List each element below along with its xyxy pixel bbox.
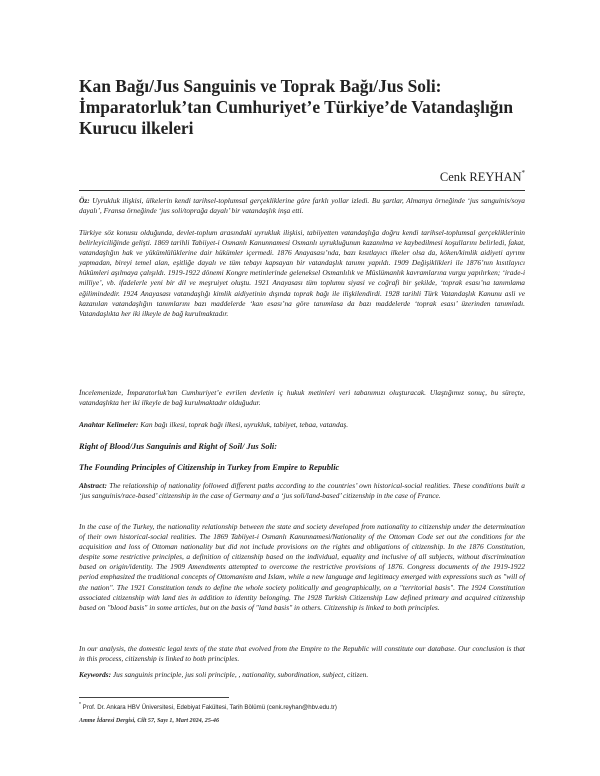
oz-text: Uyrukluk ilişkisi, ülkelerin kendi tarihsel-toplumsal gerçekliklerine göre farklı yollar izledi. Bu şartlar, Almanya örneğinde ‘jus sanguinis/soya dayalı’, Fransa örneğinde ‘jus soli/toprağa dayalı’ bir vatandaşlık inşa etti. — [79, 196, 525, 216]
title-line-1: Kan Bağı/Jus Sanguinis ve Toprak Bağı/Jus Soli: — [79, 76, 442, 96]
journal-citation: Amme İdaresi Dergisi, Cilt 57, Sayı 1, Mart 2024, 25-46 — [79, 718, 219, 724]
english-keywords-label: Keywords: — [79, 670, 112, 679]
english-title-1: Right of Blood/Jus Sanguinis and Right of Soil/ Jus Soli: — [79, 442, 278, 451]
turkish-paragraph-2: İncelemenizde, İmparatorluk’tan Cumhuriyet’e evrilen devletin iç hukuk metinleri veri tabanımızı oluşturacak. Ulaştığımız sonuç, bu süreçte, vatandaşlıkta her iki ilkeyle de bağ kurulmaktadır olduğudur. — [79, 388, 525, 408]
turkish-keywords — [79, 420, 525, 430]
footnote-text: Prof. Dr. Ankara HBV Üniversitesi, Edebiyat Fakültesi, Tarih Bölümü (cenk.reyhan@hbv.edu.tr) — [80, 704, 337, 712]
title-line-2: İmparatorluk’tan Cumhuriyet’e Türkiye’de Vatandaşlığın — [79, 97, 514, 117]
english-abstract — [79, 481, 525, 501]
author-footnote — [79, 702, 525, 711]
english-paragraph-2: In our analysis, the domestic legal texts of the state that evolved from the Empire to the Republic will constitute our database. Our conclusion is that in this process, citizenship is linked to both principles. — [79, 644, 525, 664]
footnote-rule — [79, 697, 229, 698]
english-paragraph-1: In the case of the Turkey, the nationality relationship between the state and society developed from nationality to citizenship under the determination of their own historical-social realities. The 1869 Tabiiyet-i Osmanlı Kanunnamesi/Nationality of the Ottoman Code set out the conditions for the acquisition and loss of Ottoman nationality but did not include provisions on the rights and obligations of citizenship. In the 1876 Constitution, despite some restrictive principles, a definition of citizenship based on the individual, equality and inclusive of all subjects, without discrimination based on origin/identity. The 1909 Amendments attempted to overcome the restrictive provisions of 1876. Congress documents of the 1919-1922 period emphasized the traditional concepts of Ottomanism and Islam, while a new language and legitimacy emerged with expressions such as "will of the nation". The 1921 Constitution tends to define the whole society politically and geographically, on a "territorial basis". The 1924 Constitution associated citizenship with land ties in addition to identity belonging. The 1928 Turkish Citizenship Law defined primary and acquired citizenship based on "blood basis" in some articles, but on the basis of "land basis" in others. Citizenship is linked to both principles. — [79, 522, 525, 612]
author — [440, 170, 525, 185]
top-rule — [79, 190, 525, 191]
turkish-abstract — [79, 196, 525, 216]
author-footnote-mark: * — [521, 169, 525, 177]
turkish-keywords-label: Anahtar Kelimeler: — [79, 420, 139, 429]
english-title-2: The Founding Principles of Citizenship in Turkey from Empire to Republic — [79, 463, 340, 472]
abstract-text: The relationship of nationality followed different paths according to the countries’ own historical-social realities. These conditions built a ‘jus sanguinis/race-based’ citizenship in the case of Germany and a ‘jus soli/land-based’ citizenship in the case of France. — [79, 481, 525, 501]
footnote-mark: * — [79, 702, 81, 708]
english-keywords-text: Jus sanguinis principle, jus soli principle, , nationality, subordination, subject, citizen. — [111, 670, 369, 679]
turkish-keywords-text: Kan bağı ilkesi, toprak bağı ilkesi, uyrukluk, tabiiyet, tebaa, vatandaş. — [138, 420, 349, 429]
abstract-label: Abstract: — [79, 481, 107, 490]
oz-label: Öz: — [79, 196, 90, 205]
article-title-tr — [79, 76, 524, 139]
title-line-3: Kurucu ilkeleri — [79, 118, 194, 138]
english-keywords — [79, 670, 525, 680]
turkish-paragraph-1: Türkiye söz konusu olduğunda, devlet-toplum arasındaki uyrukluk ilişkisi, tabiiyetten vatandaşlığa doğru kendi tarihsel-toplumsal gerçekliklerinin belirleyiciliğinde gelişti. 1869 tarihli Tabiiyet-i Osmanlı Kanunnamesi Osmanlı uyrukluğunun kazanılma ve kaybedilmesi koşullarını belirledi, fakat, vatandaşlığın hak ve yükümlülüklerine dair hükümler içermedi. 1876 Anayasası’nda, bazı kısıtlayıcı ilkeler olsa da, köken/kimlik aidiyeti ayrımı yapmadan, bireyi temel alan, eşitliğe dayalı ve tüm tebayı kapsayan bir vatandaşlık tanımı yapıldı. 1909 Değişiklikleri ile 1876’nın kısıtlayıcı hükümleri aşılmaya çalışıldı. 1919-1922 dönemi Kongre metinlerinde geleneksel Osmanlılık ve Müslümanlık kavramlarına vurgu yapılırken; ‘irade-i milliye’, vb. ifadelerle yeni bir dil ve meşruiyet oluştu. 1921 Anayasası tüm toplumu siyasi ve coğrafi bir şekilde, ‘toprak esası’na tanımlama eğilimindedir. 1924 Anayasası vatandaşlığı kimlik aidiyetinin dışında toprak bağı ile ilişkilendirdi. 1928 tarihli Türk Vatandaşlık Kanunu asli ve kazanılan vatandaşlığın tanımlarını bazı maddelerde ‘kan esası’na göre tanımlasa da bazı maddelerde ‘toprak esası’ üzerinden tanımladı. Vatandaşlıkta her iki ilkeyle de bağ kurulmaktadır. — [79, 228, 525, 318]
author-name: Cenk REYHAN — [439, 170, 522, 184]
